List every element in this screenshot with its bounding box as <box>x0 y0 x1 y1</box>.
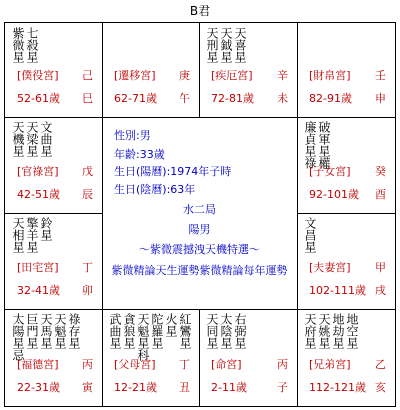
age-range: 12-21歲 <box>114 381 157 394</box>
heavenly-stem: 甲 <box>375 261 386 274</box>
star-list <box>303 313 358 349</box>
star-name: 破軍星權 <box>317 121 331 169</box>
star-name: 地劫星 <box>331 313 345 349</box>
star-name: 天同星 <box>205 313 219 349</box>
star-list <box>11 121 52 157</box>
star-name: 天機星 <box>11 121 25 157</box>
star-name: 天府星 <box>303 313 317 349</box>
age-range: 22-31歲 <box>17 381 60 394</box>
star-name: 廉貞星祿 <box>303 121 317 169</box>
age-range: 32-41歲 <box>17 284 60 297</box>
heavenly-stem: 癸 <box>375 165 386 178</box>
center-info-panel <box>102 117 297 309</box>
heavenly-stem: 己 <box>82 69 93 82</box>
earthly-branch: 未 <box>277 92 288 105</box>
star-name: 紅鸞星 <box>178 313 192 349</box>
heavenly-stem: 丁 <box>82 261 93 274</box>
star-list <box>205 27 246 63</box>
star-name: 天鉞星 <box>219 27 233 63</box>
palace-name: [福德宮] <box>17 358 59 371</box>
earthly-branch: 子 <box>277 381 288 394</box>
solar-birthday-text: 生日(陽曆):1974年子時 <box>114 165 232 178</box>
age-range: 72-81歲 <box>211 92 254 105</box>
star-name: 天刑星 <box>205 27 219 63</box>
palace-cell-you <box>297 117 395 213</box>
star-list <box>205 313 246 349</box>
star-name: 文昌星 <box>303 217 317 253</box>
palace-cell-wei <box>199 23 297 117</box>
earthly-branch: 亥 <box>375 381 386 394</box>
star-name: 太陰星 <box>219 313 233 349</box>
star-name: 紫微星 <box>11 27 25 63</box>
age-range: 62-71歲 <box>114 92 157 105</box>
palace-name: [遷移宮] <box>114 69 156 82</box>
star-name: 天相星 <box>11 217 25 253</box>
star-name: 地空星 <box>345 313 359 349</box>
age-range: 112-121歲 <box>309 381 366 394</box>
star-name: 貪狼星 <box>122 313 136 349</box>
palace-name: [財帛宮] <box>309 69 351 82</box>
palace-name: [官祿宮] <box>17 165 59 178</box>
palace-cell-si <box>5 23 102 117</box>
age-text: 年齡:33歲 <box>114 148 165 161</box>
heavenly-stem: 乙 <box>375 358 386 371</box>
palace-name: [父母宮] <box>114 358 156 371</box>
palace-cell-chen <box>5 117 102 213</box>
chart-title: B君 <box>189 4 211 18</box>
earthly-branch: 戌 <box>375 284 386 297</box>
earthly-branch: 申 <box>375 92 386 105</box>
bureau-text: 水二局 <box>183 203 216 216</box>
palace-cell-shen <box>297 23 395 117</box>
palace-cell-mao <box>5 213 102 309</box>
earthly-branch: 卯 <box>82 284 93 297</box>
star-name: 鈴星 <box>39 217 53 241</box>
palace-name: [疾厄宮] <box>211 69 253 82</box>
ziwei-chart <box>4 22 396 407</box>
star-list <box>11 27 38 63</box>
heavenly-stem: 辛 <box>277 69 288 82</box>
star-name: 擎羊星 <box>25 217 39 253</box>
star-name: 天魁星科 <box>136 313 150 361</box>
palace-cell-wu <box>102 23 199 117</box>
age-range: 2-11歲 <box>211 381 247 394</box>
age-range: 102-111歲 <box>309 284 366 297</box>
heavenly-stem: 庚 <box>179 69 190 82</box>
heavenly-stem: 壬 <box>375 69 386 82</box>
palace-name: [夫妻宮] <box>309 261 351 274</box>
heavenly-stem: 戊 <box>82 165 93 178</box>
star-name: 陀羅星 <box>150 313 164 349</box>
palace-cell-chou <box>102 309 199 406</box>
palace-cell-zi <box>199 309 297 406</box>
star-name: 天姚星 <box>317 313 331 349</box>
star-name: 文曲星 <box>39 121 53 157</box>
lunar-birthday-text: 生日(陰曆):63年 <box>114 183 196 196</box>
pattern-text: ～紫微震撼洩天機特選～ <box>139 243 260 256</box>
palace-name: [命宮] <box>211 358 242 371</box>
earthly-branch: 寅 <box>82 381 93 394</box>
star-list <box>303 217 316 253</box>
palace-name: [兄弟宮] <box>309 358 351 371</box>
earthly-branch: 午 <box>179 92 190 105</box>
star-name: 七殺星 <box>25 27 39 63</box>
star-name: 祿存星 <box>67 313 81 349</box>
star-name: 右弼星 <box>233 313 247 349</box>
star-list <box>11 313 80 361</box>
palace-cell-yin <box>5 309 102 406</box>
age-range: 42-51歲 <box>17 188 60 201</box>
star-name: 巨門星 <box>25 313 39 349</box>
star-name: 天喜星 <box>233 27 247 63</box>
star-list <box>11 217 52 253</box>
age-range: 52-61歲 <box>17 92 60 105</box>
earthly-branch: 丑 <box>179 381 190 394</box>
heavenly-stem: 丙 <box>277 358 288 371</box>
earthly-branch: 酉 <box>375 188 386 201</box>
star-name: 天魁星 <box>53 313 67 349</box>
palace-cell-hai <box>297 309 395 406</box>
gender-text: 性別:男 <box>114 129 151 142</box>
heavenly-stem: 丙 <box>82 358 93 371</box>
palace-cell-xu <box>297 213 395 309</box>
age-range: 92-101歲 <box>309 188 359 201</box>
star-name: 武曲星 <box>108 313 122 349</box>
palace-name: [子女宮] <box>309 165 351 178</box>
star-name: 天梁星 <box>25 121 39 157</box>
reading-links[interactable]: 紫微精論天生運勢紫微精論每年運勢 <box>111 264 288 277</box>
earthly-branch: 巳 <box>82 92 93 105</box>
yinyang-text: 陽男 <box>188 223 211 236</box>
heavenly-stem: 丁 <box>179 358 190 371</box>
star-name: 火星 <box>164 313 178 337</box>
palace-name: [僕役宮] <box>17 69 59 82</box>
star-name: 太陽星忌 <box>11 313 25 361</box>
age-range: 82-91歲 <box>309 92 352 105</box>
star-list <box>108 313 191 361</box>
earthly-branch: 辰 <box>82 188 93 201</box>
palace-name: [田宅宮] <box>17 261 59 274</box>
star-name: 天馬星 <box>39 313 53 349</box>
star-list <box>303 121 330 169</box>
